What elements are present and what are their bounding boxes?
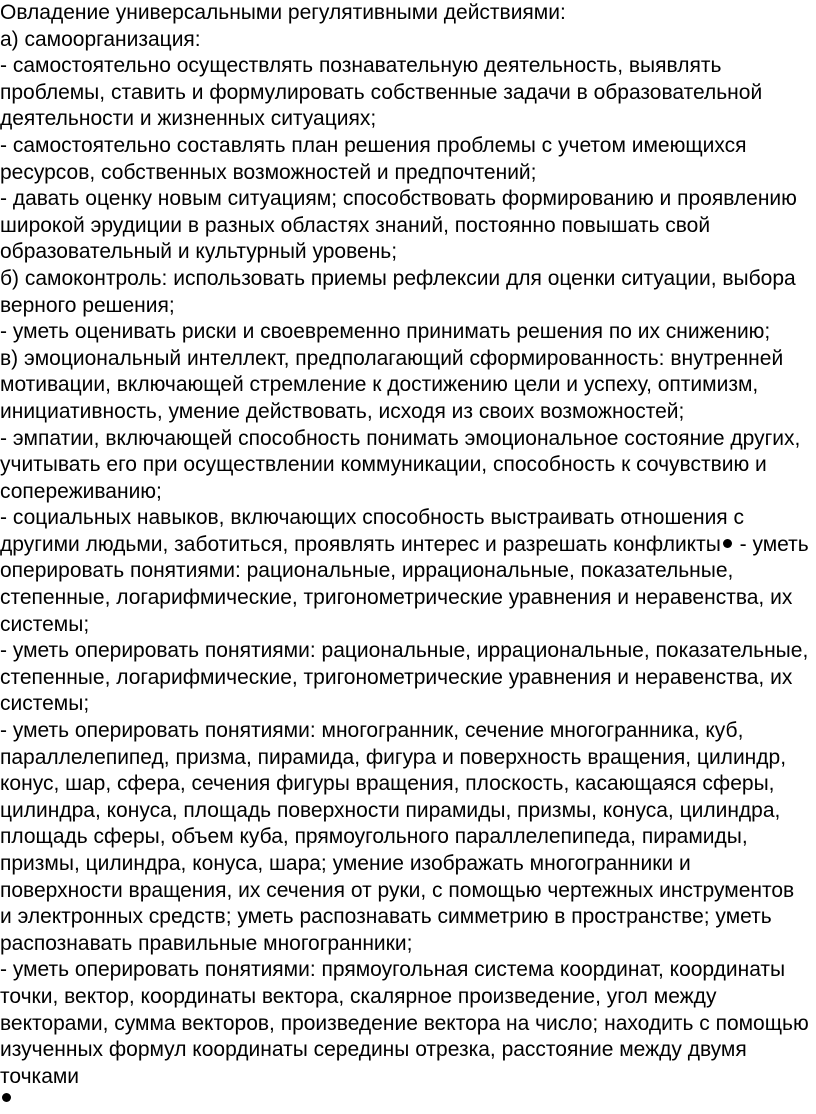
text-line: поверхности вращения, их сечения от руки, с помощью чертежных инструментов — [0, 878, 795, 902]
text-line: - социальных навыков, включающих способность выстраивать отношения с — [0, 506, 745, 530]
text-line: системы; — [0, 692, 90, 716]
text-line: цилиндра, конуса, площадь поверхности пирамиды, призмы, конуса, цилиндра, — [0, 798, 781, 822]
text-line: - уметь оценивать риски и своевременно принимать решения по их снижению; — [0, 320, 771, 344]
text-line: степенные, логарифмические, тригонометрические уравнения и неравенства, их — [0, 665, 793, 689]
text-line: - эмпатии, включающей способность понимать эмоциональное состояние других, — [0, 426, 801, 450]
text-line: инициативность, умение действовать, исходя из своих возможностей; — [0, 399, 685, 423]
text-line: параллелепипед, призма, пирамида, фигура и поверхность вращения, цилиндр, — [0, 745, 787, 769]
text-line: - уметь оперировать понятиями: прямоугольная система координат, координаты — [0, 958, 786, 982]
text-line: степенные, логарифмические, тригонометрические уравнения и неравенства, их — [0, 586, 793, 610]
text-line: точками — [0, 1064, 80, 1088]
text-line: - давать оценку новым ситуациям; способствовать формированию и проявлению — [0, 187, 797, 211]
text-line: б) самоконтроль: использовать приемы рефлексии для оценки ситуации, выбора — [0, 266, 796, 290]
text-line: изученных формул координаты середины отрезка, расстояние между двумя — [0, 1038, 747, 1062]
text-line: призмы, цилиндра, конуса, шара; умение изображать многогранники и — [0, 852, 691, 875]
text-line: конус, шар, сфера, сечения фигуры вращения, плоскость, касающаяся сферы, — [0, 772, 775, 796]
text-line: - уметь оперировать понятиями: многогранник, сечение многогранника, куб, — [0, 719, 744, 743]
text-line: учитывать его при осуществлении коммуникации, способность к сочувствию и — [0, 453, 767, 477]
text-line: образовательный и культурный уровень; — [0, 240, 398, 264]
text-line: площадь сферы, объем куба, прямоугольного параллелепипеда, пирамиды, — [0, 825, 748, 849]
text-line: Овладение универсальными регулятивными действиями: — [0, 1, 566, 24]
text-line: сопереживанию; — [0, 479, 162, 503]
text-line: - самостоятельно составлять план решения проблемы с учетом имеющихся — [0, 133, 747, 157]
text-line: мотивации, включающей стремление к достижению цели и успеху, оптимизм, — [0, 373, 759, 397]
text-line: проблемы, ставить и формулировать собственные задачи в образовательной — [0, 80, 763, 104]
text-line: векторами, сумма векторов, произведение вектора на число; находить с помощью — [0, 1011, 809, 1035]
bullet-icon — [723, 539, 732, 548]
text-line: распознавать правильные многогранники; — [0, 931, 413, 955]
text-fragment: другими людьми, заботиться, проявлять интерес и разрешать конфликты — [0, 532, 721, 556]
text-line — [0, 532, 816, 559]
text-line: точки, вектор, координаты вектора, скалярное произведение, угол между — [0, 984, 717, 1008]
text-line: деятельности и жизненных ситуациях; — [0, 107, 377, 131]
text-line: а) самоорганизация: — [0, 27, 201, 51]
text-line: в) эмоциональный интеллект, предполагающий сформированность: внутренней — [0, 346, 784, 370]
text-line: оперировать понятиями: рациональные, иррациональные, показательные, — [0, 559, 734, 583]
text-line: - самостоятельно осуществлять познавательную деятельность, выявлять — [0, 54, 722, 78]
text-line: широкой эрудиции в разных областях знаний, постоянно повышать свой — [0, 213, 711, 237]
text-line: ресурсов, собственных возможностей и предпочтений; — [0, 160, 537, 184]
text-line: верного решения; — [0, 293, 175, 317]
text-line: системы; — [0, 612, 90, 636]
text-line: - уметь оперировать понятиями: рациональные, иррациональные, показательные, — [0, 639, 809, 663]
text-fragment: - уметь — [733, 532, 809, 556]
text-line: и электронных средств; уметь распознавать симметрию в пространстве; уметь — [0, 905, 772, 929]
bullet-icon — [2, 1093, 11, 1102]
